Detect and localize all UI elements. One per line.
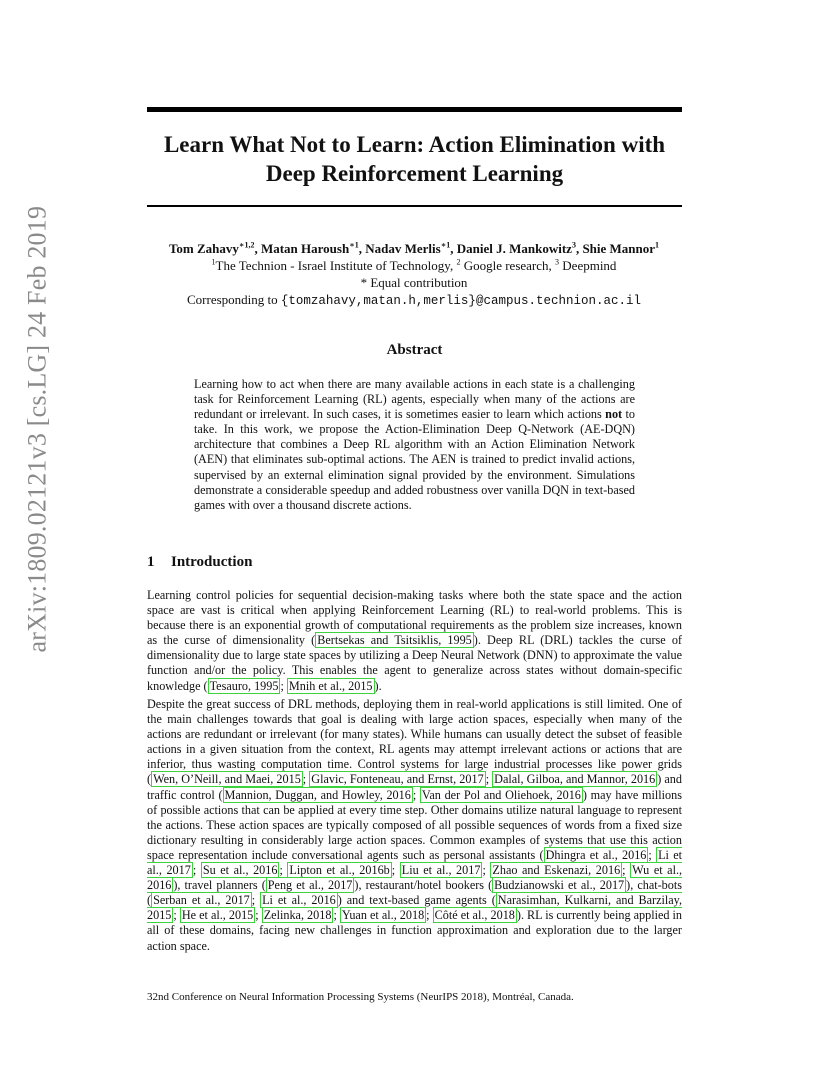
paragraph-text: ). (374, 678, 382, 693)
affiliation-technion: The Technion - Israel Institute of Technology, (215, 258, 457, 273)
paper-title (147, 130, 682, 188)
citation-link[interactable]: Wu et al., 2016 (147, 863, 683, 893)
author-superscript: 1 (655, 240, 660, 250)
paragraph-text: ), travel planners ( (173, 878, 266, 893)
paragraph-text: ) and traffic control ( (147, 772, 682, 802)
section-title: Introduction (171, 554, 253, 570)
citation-link[interactable]: Mnih et al., 2015 (288, 678, 373, 693)
citation-link[interactable]: Su et al., 2016 (202, 863, 278, 878)
paragraph-text: ; (251, 893, 261, 908)
author-name: Nadav Merlis (365, 241, 441, 256)
corresponding-email[interactable]: {tomzahavy,matan.h,merlis}@campus.technion.ac.il (280, 294, 641, 308)
author-name: Shie Mannor (582, 241, 656, 256)
abstract-text-part: to take. In this work, we propose the Action-Elimination Deep Q-Network (AE-DQN) architecture that combines a Deep RL algorithm with an Action Elimination Network (AEN) that eliminates sub-optimal actions. The AEN is trained to predict invalid actions, supervised by an external elimination signal provided by the environment. Simulations demonstrate a considerable speedup and added robustness over vanilla DQN in text-based games with over a thousand discrete actions. (194, 407, 635, 512)
affiliations (130, 257, 698, 274)
citation-link[interactable]: Lipton et al., 2016b (289, 863, 390, 878)
citation-link[interactable]: Peng et al., 2017 (267, 878, 353, 893)
intro-paragraph-1 (147, 588, 682, 694)
citation-link[interactable]: Narasimhan, Kulkarni, and Barzilay, 2015 (147, 893, 683, 923)
conference-footer: 32nd Conference on Neural Information Processing Systems (NeurIPS 2018), Montréal, Canada. (147, 991, 574, 1003)
paragraph-text: ; (255, 908, 262, 923)
paragraph-text: ; (648, 847, 657, 862)
author-superscript: ∗1 (440, 240, 451, 250)
author-superscript: 3 (571, 240, 576, 250)
paragraph-text: ). Deep RL (DRL) tackles the curse of dimensionality due to large state spaces by utilizing a Deep Neural Network (DNN) to approximate the value function and/or the policy. This enables the agent to generalize across states without domain-specific knowledge ( (147, 633, 682, 693)
section-heading-introduction (147, 554, 252, 571)
author-block (130, 240, 698, 310)
citation-link[interactable]: Liu et al., 2017 (401, 863, 481, 878)
title-line-1: Learn What Not to Learn: Action Elimination with (163, 132, 666, 157)
paragraph-text: ) and text-based game agents ( (337, 893, 496, 908)
paragraph-text: ; (482, 863, 491, 878)
citation-link[interactable]: Yuan et al., 2018 (341, 908, 425, 923)
author-superscript: ∗1 (349, 240, 359, 250)
affiliation-google: Google research, (460, 258, 556, 273)
author-superscript: ∗1,2 (238, 240, 255, 250)
arxiv-identifier: arXiv:1809.02121v3 [cs.LG] 24 Feb 2019 (22, 205, 52, 653)
affiliation-marker: 1 (211, 257, 216, 267)
paragraph-text: ; (173, 908, 180, 923)
abstract-heading: Abstract (386, 342, 443, 358)
paragraph-text: ; (302, 772, 310, 787)
citation-link[interactable]: Glavic, Fonteneau, and Ernst, 2017 (311, 772, 484, 787)
citation-link[interactable]: Mannion, Duggan, and Howley, 2016 (224, 787, 411, 802)
citation-link[interactable]: Côté et al., 2018 (434, 908, 515, 923)
paragraph-text: ; (280, 678, 287, 693)
affiliation-deepmind: Deepmind (559, 258, 617, 273)
abstract-text (194, 377, 635, 513)
title-line-2: Deep Reinforcement Learning (265, 161, 564, 186)
citation-link[interactable]: Tesauro, 1995 (209, 678, 279, 693)
citation-link[interactable]: Serban et al., 2017 (153, 893, 250, 908)
paragraph-text: ; (485, 772, 493, 787)
paragraph-text: ; (192, 863, 201, 878)
author-name: Daniel J. Mankowitz (456, 241, 572, 256)
corresponding-label: Corresponding to (187, 292, 281, 307)
paragraph-text: ; (279, 863, 288, 878)
equal-contribution-note: * Equal contribution (360, 275, 468, 290)
abstract-text-part: Learning how to act when there are many available actions in each state is a challenging task for Reinforcement Learning (RL) agents, especially when many of the actions are redundant or irrelevant. In such cases, it is sometimes easier to learn which actions (194, 377, 635, 422)
citation-link[interactable]: Van der Pol and Oliehoek, 2016 (421, 787, 581, 802)
paragraph-text: ; (426, 908, 433, 923)
paragraph-text: Despite the great success of DRL methods, deploying them in real-world applications is still limited. One of the main challenges towards that goal is dealing with large action spaces, especially when many of the actions are redundant or irrelevant (for many states). While humans can usually detect the subset of feasible actions in a given situation from the context, RL agents may attempt irrelevant actions or actions that are inferior, thus wasting computation time. Control systems for large industrial processes like power grids ( (147, 697, 682, 787)
citation-link[interactable]: Budzianowski et al., 2017 (494, 878, 625, 893)
author-list: Tom Zahavy$^{∗1,2}$, Matan Haroush$^{∗1}$, Nadav Merlis$^{∗1}$, Daniel J. Mankowitz$^3$, Shie Mannor$^1$ (168, 240, 660, 256)
paragraph-text: ) may have millions of possible actions that can be applied at every time step. Other domains utilize natural language to represent the actions. These action spaces are typically composed of all possible sequences of words from a fixed size dictionary resulting in considerably large action spaces. Common examples of systems that use this action space representation include conversational agents such as personal assistants ( (147, 787, 682, 862)
citation-link[interactable]: Li et al., 2016 (262, 893, 336, 908)
abstract-bold-word: not (605, 407, 623, 422)
author-name: Matan Haroush (260, 241, 350, 256)
paragraph-text: ; (333, 908, 340, 923)
affiliation-marker: 3 (555, 257, 560, 267)
paragraph-text: ; (412, 787, 420, 802)
citation-link[interactable]: Dhingra et al., 2016 (545, 847, 647, 862)
paragraph-text: ). RL is currently being applied in all of these domains, facing new challenges in function approximation and exploration due to the larger action space. (147, 908, 683, 953)
title-bottom-rule (147, 205, 682, 207)
title-top-rule (147, 107, 682, 112)
author-name: Tom Zahavy (168, 241, 239, 256)
corresponding-line (130, 291, 698, 310)
intro-paragraph-2 (147, 697, 682, 954)
citation-link[interactable]: Zhao and Eskenazi, 2016 (492, 863, 621, 878)
citation-link[interactable]: He et al., 2015 (181, 908, 254, 923)
paragraph-text: ; (391, 863, 400, 878)
paragraph-text: ; (622, 863, 631, 878)
citation-link[interactable]: Li et al., 2017 (147, 847, 682, 878)
affiliation-marker: 2 (456, 257, 461, 267)
paragraph-text: Learning control policies for sequential decision-making tasks where both the state space and the action space are vast is critical when applying Reinforcement Learning (RL) to real-world problems. This is because there is an exponential growth of computational requirements as the problem size increases, known as the curse of dimensionality ( (147, 588, 682, 648)
citation-link[interactable]: Zelinka, 2018 (263, 908, 332, 923)
paragraph-text: ), restaurant/hotel bookers ( (354, 878, 493, 893)
paragraph-text: ), chat-bots ( (147, 878, 683, 908)
citation-link[interactable]: Wen, O’Neill, and Maei, 2015 (153, 772, 301, 787)
citation-link[interactable]: Dalal, Gilboa, and Mannor, 2016 (494, 772, 656, 787)
section-number: 1 (147, 554, 155, 570)
citation-link[interactable]: Bertsekas and Tsitsiklis, 1995 (317, 633, 472, 648)
